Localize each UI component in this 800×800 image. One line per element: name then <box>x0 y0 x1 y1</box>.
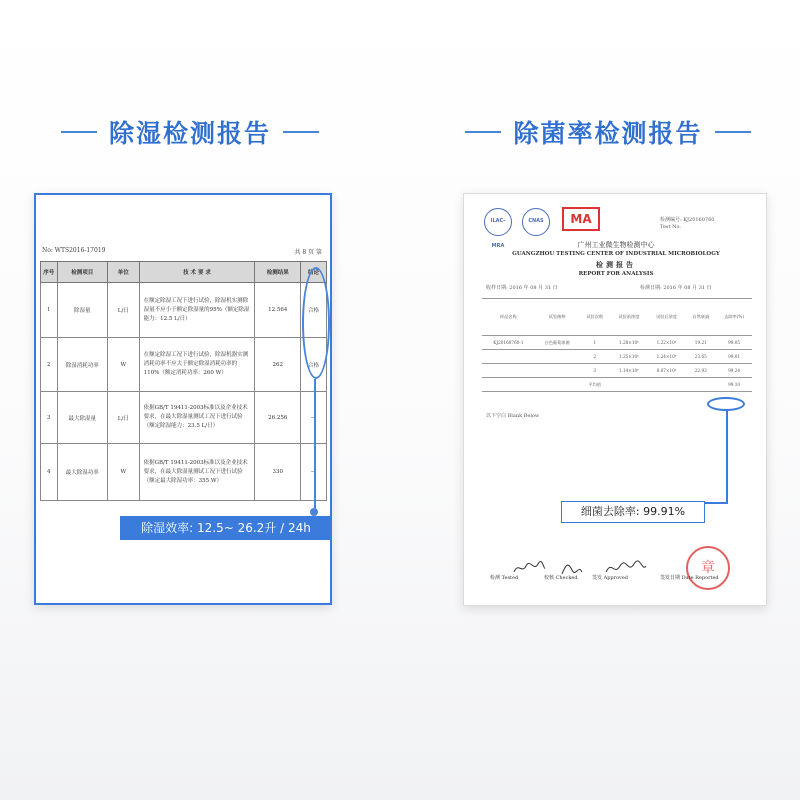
cell-item: 除湿量 <box>57 283 107 338</box>
cell-sample: KJ20160760-1 <box>482 336 535 350</box>
col-header-strain: 试验菌种 <box>535 299 580 336</box>
heading-line-left <box>465 131 501 133</box>
date-reported-label: 签发日期 Date Reported <box>660 575 719 581</box>
col-header-trial: 试验次数 <box>579 299 610 336</box>
table-row <box>41 338 327 392</box>
cell-requirement: 依据GB/T 19411-2003标准以及企业技术要求，在最大除湿量测试工况下进行试验（额定除湿能力：23.5 L/日） <box>139 392 255 444</box>
cell-no: 4 <box>41 444 58 501</box>
cell-trial: 3 <box>579 364 610 378</box>
cell-verdict: — <box>301 392 327 444</box>
table-row <box>482 350 752 364</box>
cell-before <box>610 378 648 392</box>
callout-connector-dot <box>310 508 318 516</box>
report-number: No: WTS2016-17019 <box>42 247 106 254</box>
cell-result: 26.256 <box>255 392 301 444</box>
cell-requirement: 依据GB/T 19411-2003标准以及企业技术要求，在最大除湿量测试工况下进行试验（额定最大除湿功率：355 W） <box>139 444 255 501</box>
col-header-result: 检测结果 <box>255 262 301 283</box>
cell-rate: 99.01 <box>716 350 752 364</box>
cell-verdict: 合格 <box>301 283 327 338</box>
cell-strain <box>535 350 580 364</box>
table-row <box>482 378 752 392</box>
dehumidify-efficiency-callout: 除湿效率: 12.5~ 26.2升 / 24h <box>120 516 332 540</box>
callout-connector-line <box>726 411 728 502</box>
test-number: 检测编号: KJ20160760 <box>660 217 715 223</box>
dehumidify-report-document <box>34 193 332 605</box>
cell-trial: 平均值 <box>579 378 610 392</box>
heading-text: 除湿检测报告 <box>108 119 271 148</box>
report-title-cn: 检测报告 <box>596 261 636 269</box>
table-row <box>41 392 327 444</box>
cell-after: 8.67×10³ <box>648 364 686 378</box>
cma-logo: MA <box>562 207 600 231</box>
cell-decay <box>685 378 716 392</box>
cell-trial: 1 <box>579 336 610 350</box>
cell-item: 最大除湿量 <box>57 392 107 444</box>
cnas-logo: CNAS <box>522 208 550 236</box>
cell-unit: W <box>108 338 140 392</box>
bacteria-removal-callout: 细菌去除率: 99.91% <box>561 501 705 523</box>
table-row <box>482 336 752 350</box>
official-stamp-icon: 章 <box>686 546 730 590</box>
cell-no: 2 <box>41 338 58 392</box>
col-header-no: 序号 <box>41 262 58 283</box>
sterilization-report-heading <box>458 112 758 152</box>
cell-strain <box>535 378 580 392</box>
cell-unit: L/日 <box>108 392 140 444</box>
blank-below-note: 以下空白 Blank Below <box>486 413 540 419</box>
cell-requirement: 在额定除湿工况下进行试验，除湿机实测除湿量不应小于额定除湿量的95%（额定除湿能力：12.5 L/日） <box>139 283 255 338</box>
report-title-en: REPORT FOR ANALYSIS <box>578 271 654 277</box>
cell-no: 1 <box>41 283 58 338</box>
cell-sample <box>482 364 535 378</box>
cell-strain: 白色葡萄球菌 <box>535 336 580 350</box>
test-number-en: Test No. <box>660 224 681 230</box>
cell-result: 330 <box>255 444 301 501</box>
cell-item: 最大除湿功率 <box>57 444 107 501</box>
col-header-unit: 单位 <box>108 262 140 283</box>
date-analyzed: 检测日期: 2016 年 08 月 31 日 <box>640 285 712 291</box>
heading-line-right <box>715 131 751 133</box>
cell-trial: 2 <box>579 350 610 364</box>
rate-highlight-oval <box>707 397 745 411</box>
signature-tested-label: 检测 Tested <box>490 575 519 581</box>
cell-decay: 23.65 <box>685 350 716 364</box>
table-header-row <box>41 262 327 283</box>
cell-unit: L/日 <box>108 283 140 338</box>
date-received: 收样日期: 2016 年 08 月 31 日 <box>486 285 558 291</box>
col-header-item: 检测项目 <box>57 262 107 283</box>
col-header-verdict: 结论 <box>301 262 327 283</box>
cell-no: 3 <box>41 392 58 444</box>
cell-unit: W <box>108 444 140 501</box>
cell-rate: 99.05 <box>716 336 752 350</box>
organization-name-en: GUANGZHOU TESTING CENTER OF INDUSTRIAL MICROBIOLOGY <box>512 251 720 257</box>
cell-after: 1.22×10⁴ <box>648 336 686 350</box>
col-header-sample: 样品名称 <box>482 299 535 336</box>
table-row <box>41 444 327 501</box>
cell-after: 1.24×10⁴ <box>648 350 686 364</box>
cell-sample <box>482 378 535 392</box>
col-header-decay: 自然衰减 <box>685 299 716 336</box>
signature-approved-label: 签发 Approved <box>592 575 628 581</box>
cell-rate: 99.10 <box>716 378 752 392</box>
cell-result: 262 <box>255 338 301 392</box>
callout-connector-line <box>704 502 728 504</box>
cell-decay: 22.93 <box>685 364 716 378</box>
cell-strain <box>535 364 580 378</box>
dehumidify-results-table <box>40 261 327 501</box>
col-header-requirement: 技 术 要 求 <box>139 262 255 283</box>
cell-before: 1.14×10⁶ <box>610 364 648 378</box>
table-row <box>482 364 752 378</box>
col-header-after: 试验后浓度 <box>648 299 686 336</box>
cell-requirement: 在额定除湿工况下进行试验，除湿机器实测消耗功率不应大于额定除湿消耗功率的110%（额定消耗功率：260 W） <box>139 338 255 392</box>
heading-line-right <box>283 131 319 133</box>
heading-line-left <box>61 131 97 133</box>
signature-checked-label: 校核 Checked <box>544 575 578 581</box>
cell-rate: 99.24 <box>716 364 752 378</box>
table-header-row <box>482 299 752 336</box>
cell-sample <box>482 350 535 364</box>
table-row <box>41 283 327 338</box>
cell-verdict: — <box>301 444 327 501</box>
organization-name-cn: 广州工业微生物检测中心 <box>577 241 655 249</box>
page-count: 共 8 页 第 <box>294 249 322 256</box>
sterilization-report-document <box>463 193 767 606</box>
cell-before: 1.28×10⁶ <box>610 336 648 350</box>
sterilization-results-table <box>482 298 752 392</box>
heading-text: 除菌率检测报告 <box>513 119 703 148</box>
cell-result: 12.564 <box>255 283 301 338</box>
cell-item: 除湿消耗功率 <box>57 338 107 392</box>
ilac-mra-logo: ILAC-MRA <box>484 208 512 236</box>
col-header-rate: 去除率(%) <box>716 299 752 336</box>
col-header-before: 试验前浓度 <box>610 299 648 336</box>
cell-verdict: 合格 <box>301 338 327 392</box>
verdict-highlight-oval <box>302 267 330 379</box>
cell-before: 1.25×10⁶ <box>610 350 648 364</box>
cell-decay: 19.21 <box>685 336 716 350</box>
dehumidify-report-heading <box>50 112 330 152</box>
cell-after <box>648 378 686 392</box>
callout-connector-line <box>314 379 316 511</box>
